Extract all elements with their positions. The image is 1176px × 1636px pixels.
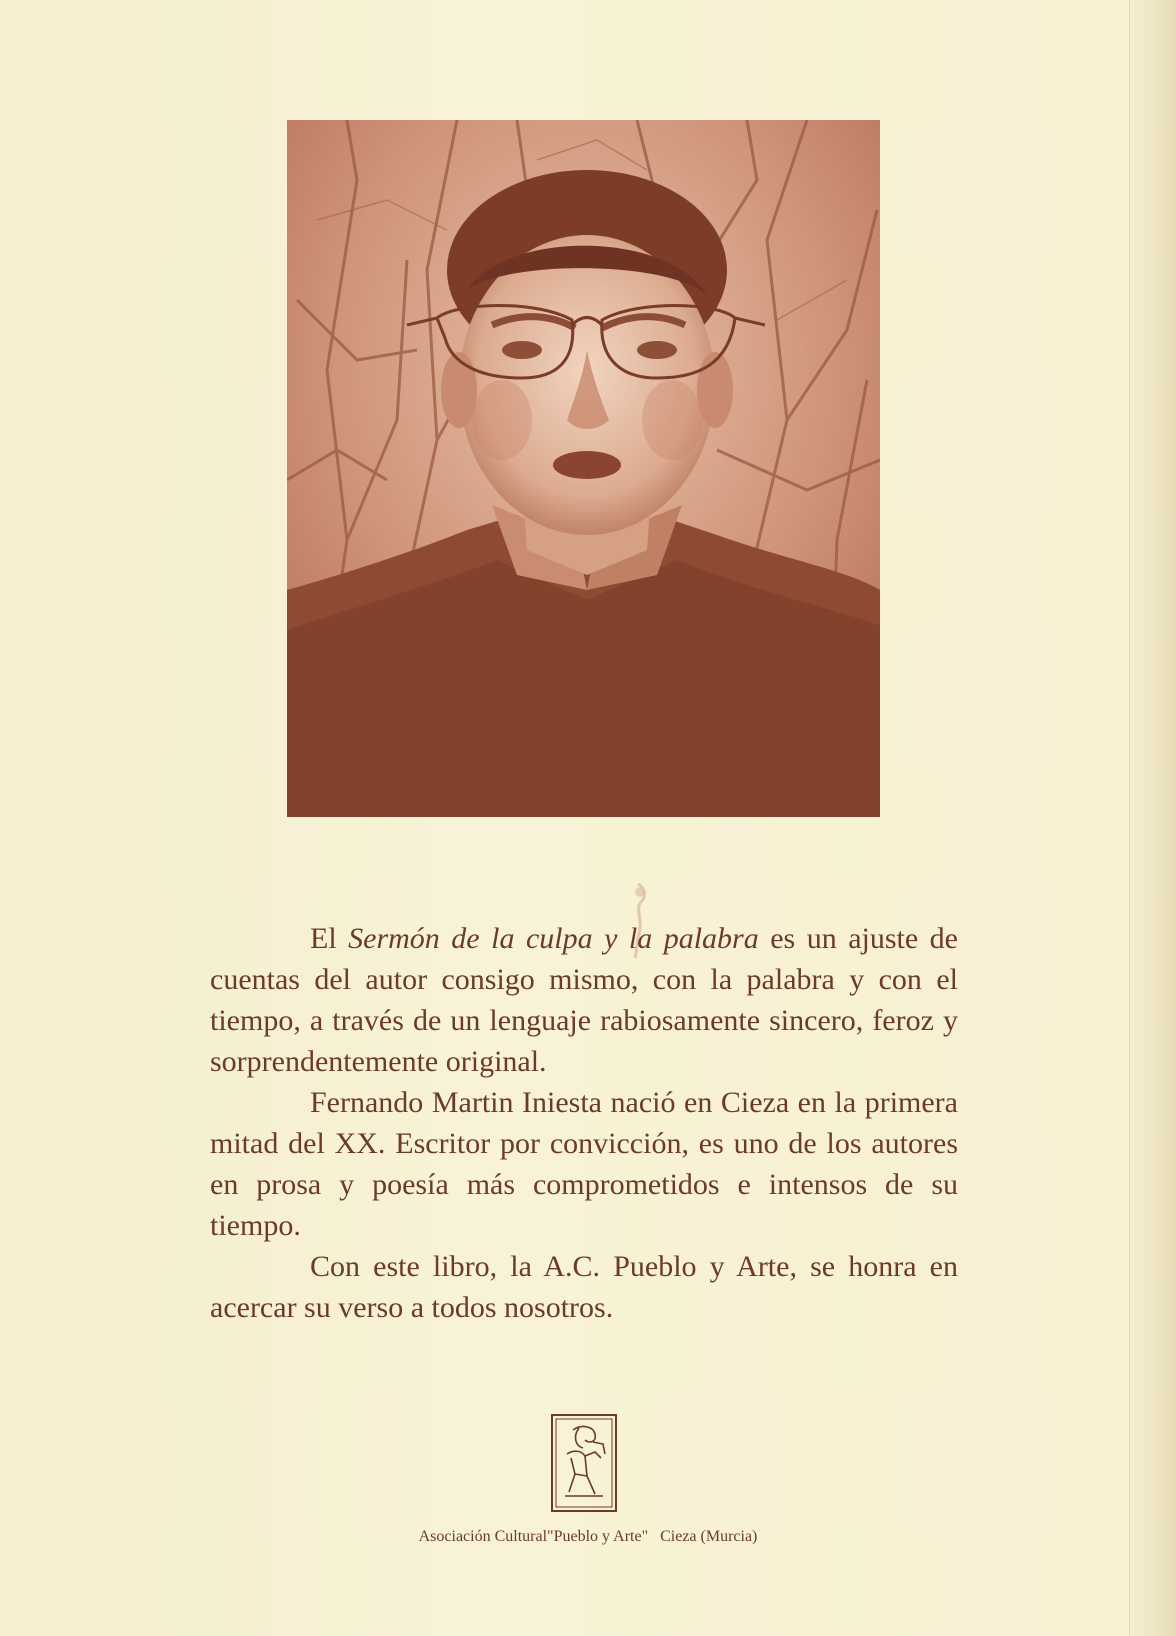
publisher-footer <box>0 1528 1176 1546</box>
blurb-paragraph-3: Con este libro, la A.C. Pueblo y Arte, se honra en acercar su verso a todos nosotros. <box>210 1250 958 1324</box>
publisher-name: Asociación Cultural"Pueblo y Arte" <box>418 1528 649 1545</box>
author-blurb <box>210 918 958 1328</box>
pueblo-y-arte-logo-icon <box>551 1414 617 1512</box>
author-portrait-icon <box>287 120 880 817</box>
blurb-paragraph-2: Fernando Martin Iniesta nació en Cieza en la primera mitad del XX. Escritor por convicción, es uno de los autores en prosa y poesía más comprometidos e intensos de su tiempo. <box>210 1086 958 1242</box>
blurb-paragraph-1 <box>210 918 958 1082</box>
book-title: Sermón de la culpa y la palabra <box>348 922 759 955</box>
blurb-lead: El <box>310 922 349 955</box>
blurb-p1-rest: es un ajuste de cuentas del autor consigo mismo, con la palabra y con el tiempo, a través de un lenguaje rabiosamente sincero, feroz y sorprendentemente original. <box>210 922 958 1078</box>
spine-edge <box>1129 0 1176 1636</box>
publisher-place: Cieza (Murcia) <box>660 1528 758 1545</box>
